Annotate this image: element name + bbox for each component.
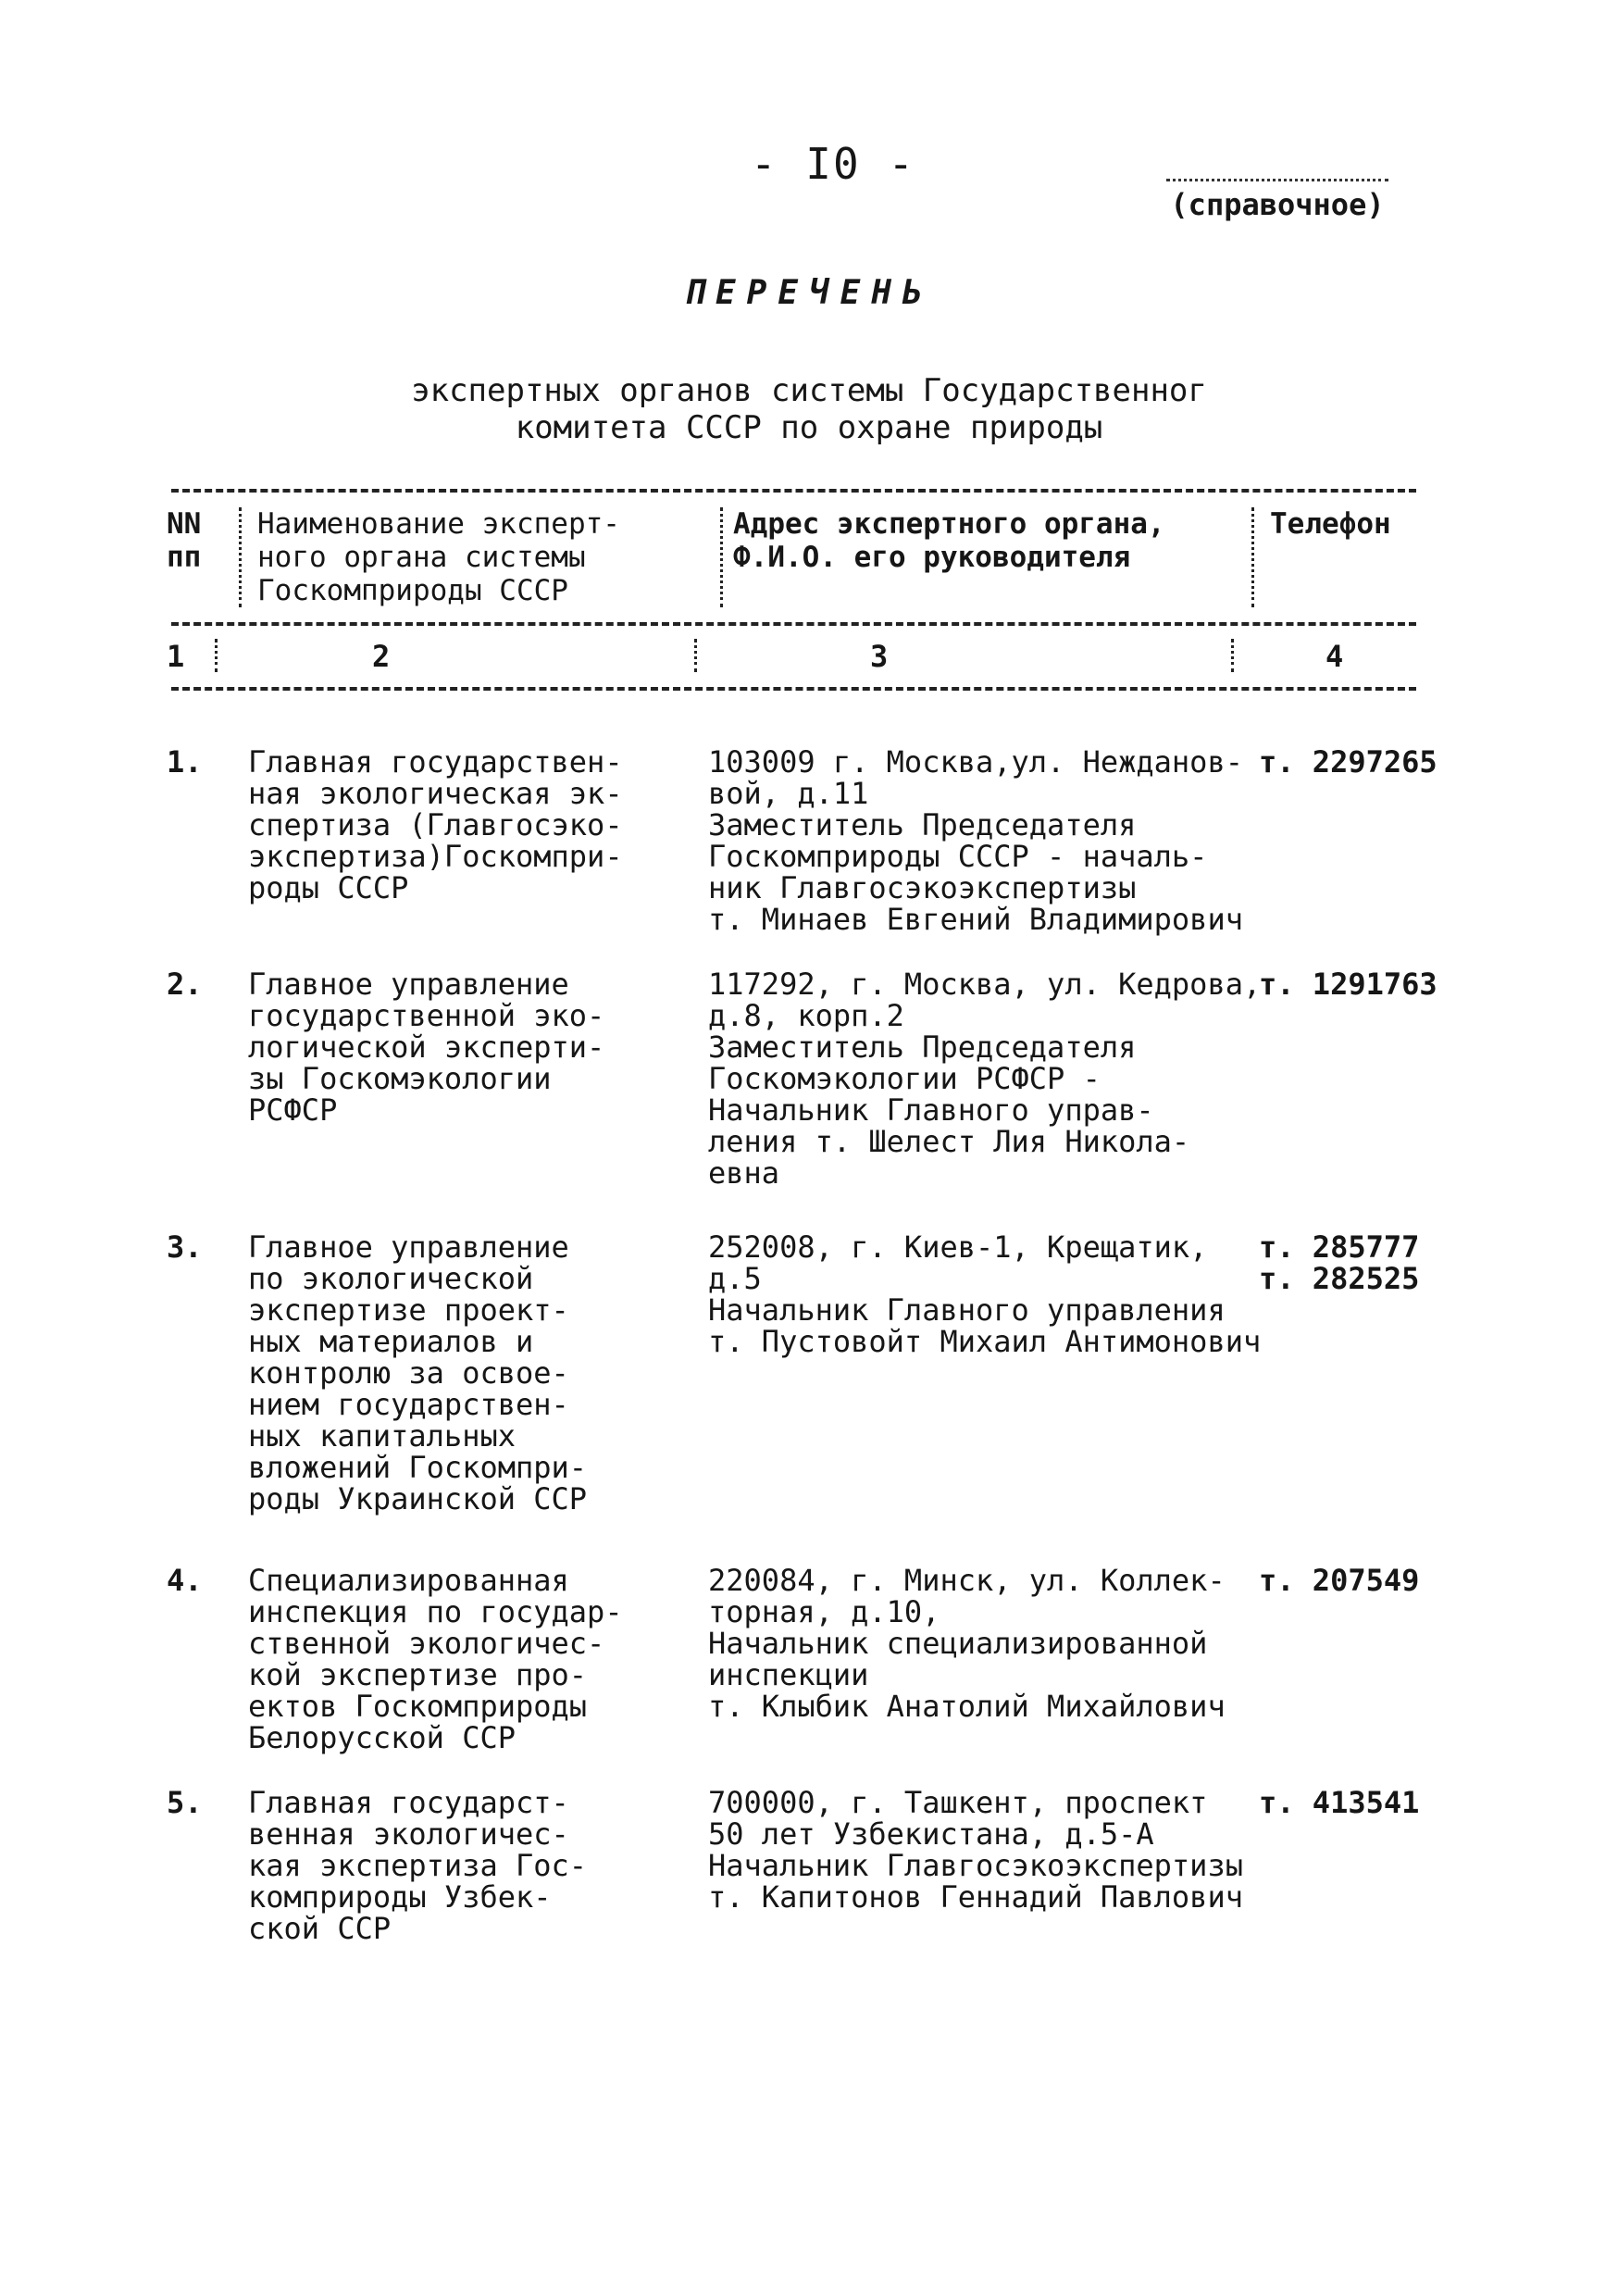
document-subtitle: экспертных органов системы Государственног комитета СССР по охране природы: [411, 372, 1207, 446]
organ-name: Главная государствен- ная экологическая эк- спертиза (Главгосэко- экспертиза)Госкомпри- роды СССР: [248, 744, 623, 905]
appendix-mark: [1111, 179, 1444, 222]
column-number: 3: [870, 639, 889, 674]
document-title: ПЕРЕЧЕНЬ: [684, 274, 934, 312]
row-number: 3.: [167, 1229, 203, 1265]
appendix-overline: [1166, 179, 1388, 181]
organ-phone: т. 207549: [1259, 1563, 1420, 1598]
header-middle-rule: [171, 622, 1416, 626]
header-address: Адрес экспертного органа, Ф.И.О. его руководителя: [733, 507, 1165, 574]
header-top-rule: [171, 489, 1416, 493]
header-phone: Телефон: [1270, 507, 1391, 541]
column-divider: [1231, 639, 1234, 672]
header-number: NN пп: [167, 507, 202, 574]
column-divider: [1251, 507, 1254, 607]
page-number: - I0 -: [750, 139, 916, 189]
organ-name: Главное управление государственной эко- логической эксперти- зы Госкомэкологии РСФСР: [248, 967, 605, 1128]
organ-address: 252008, г. Киев-1, Крещатик, д.5 Начальник Главного управления т. Пустовойт Михаил Антимонович: [708, 1229, 1262, 1359]
row-number: 1.: [167, 744, 203, 780]
header-organ-name: Наименование эксперт- ного органа системы Госкомприроды СССР: [257, 507, 620, 607]
header-bottom-rule: [171, 687, 1416, 691]
organ-phone: т. 285777 т. 282525: [1259, 1229, 1420, 1296]
organ-address: 103009 г. Москва,ул. Нежданов- вой, д.11 Заместитель Председателя Госкомприроды СССР - началь- ник Главгосэкоэкспертизы т. Минаев Евгений Владимирович: [708, 744, 1243, 937]
column-number: 1: [167, 639, 185, 674]
organ-address: 700000, г. Ташкент, проспект 50 лет Узбекистана, д.5-А Начальник Главгосэкоэкспертизы т. Капитонов Геннадий Павлович: [708, 1785, 1243, 1915]
column-divider: [720, 507, 723, 607]
row-number: 4.: [167, 1563, 203, 1598]
organ-name: Главная государст- венная экологичес- кая экспертиза Гос- комприроды Узбек- ской ССР: [248, 1785, 588, 1946]
organ-address: 117292, г. Москва, ул. Кедрова, д.8, корп.2 Заместитель Председателя Госкомэкологии РСФСР - Начальник Главного управ- ления т. Шелест Лия Никола- евна: [708, 967, 1262, 1191]
column-number: 2: [372, 639, 391, 674]
row-number: 5.: [167, 1785, 203, 1820]
organ-address: 220084, г. Минск, ул. Коллек- торная, д.10, Начальник специализированной инспекции т. Клыбик Анатолий Михайлович: [708, 1563, 1226, 1724]
column-number: 4: [1326, 639, 1344, 674]
column-divider: [239, 507, 242, 607]
organ-phone: т. 2297265: [1259, 744, 1438, 780]
appendix-note: (справочное): [1170, 187, 1385, 222]
column-divider: [694, 639, 697, 672]
organ-phone: т. 1291763: [1259, 967, 1438, 1002]
row-number: 2.: [167, 967, 203, 1002]
column-divider: [215, 639, 218, 672]
organ-phone: т. 413541: [1259, 1785, 1420, 1820]
organ-name: Главное управление по экологической экспертизе проект- ных материалов и контролю за освое- нием государствен- ных капитальных вложений Госкомпри- роды Украинской ССР: [248, 1229, 588, 1516]
organ-name: Специализированная инспекция по государ- ственной экологичес- кой экспертизе про- ектов Госкомприроды Белорусской ССР: [248, 1563, 623, 1755]
